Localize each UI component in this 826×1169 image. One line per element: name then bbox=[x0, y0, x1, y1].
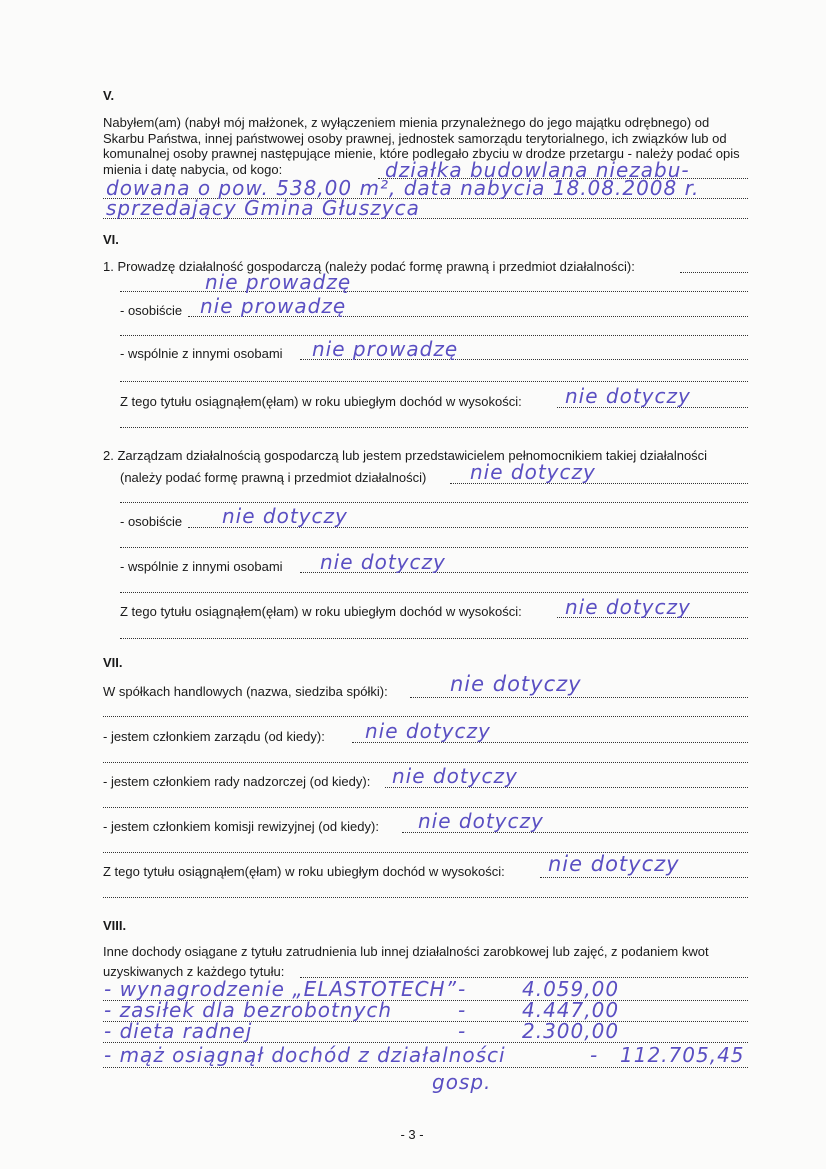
fill-line bbox=[103, 897, 748, 898]
handwritten-vi-wspolnie2: nie dotyczy bbox=[320, 550, 446, 574]
section-v-heading: V. bbox=[103, 88, 115, 103]
fill-line bbox=[120, 638, 748, 639]
handwritten-vii-income: nie dotyczy bbox=[548, 852, 680, 876]
fill-line bbox=[103, 807, 748, 808]
handwritten-vii-board: nie dotyczy bbox=[365, 719, 491, 743]
vi-q1-label: 1. Prowadzę działalność gospodarczą (należy podać formę prawną i przedmiot działalności): bbox=[103, 259, 635, 274]
handwritten-vii-audit: nie dotyczy bbox=[418, 809, 544, 833]
viii-row-4-dash: - bbox=[590, 1043, 599, 1067]
fill-line bbox=[120, 381, 748, 382]
handwritten-vii-companies: nie dotyczy bbox=[450, 672, 582, 696]
fill-line bbox=[540, 877, 748, 878]
vi-q2-label-1: 2. Zarządzam działalnością gospodarczą lub jestem przedstawicielem pełnomocnikiem takiej działalności bbox=[103, 448, 708, 463]
vii-income-label: Z tego tytułu osiągnąłem(ęłam) w roku ubiegłym dochód w wysokości: bbox=[103, 864, 505, 879]
fill-line bbox=[410, 697, 748, 698]
handwritten-vi-income2: nie dotyczy bbox=[565, 595, 691, 619]
vi-wspolnie-label: - wspólnie z innymi osobami bbox=[120, 346, 283, 361]
vi-osobiscie2-label: - osobiście bbox=[120, 514, 183, 529]
viii-row-1-amount: 4.059,00 bbox=[522, 977, 620, 1001]
vi-income-label: Z tego tytułu osiągnąłem(ęłam) w roku ubiegłym dochód w wysokości: bbox=[120, 394, 522, 409]
handwritten-viii-gosp: gosp. bbox=[432, 1070, 492, 1094]
viii-row-1-desc: - wynagrodzenie „ELASTOTECH” bbox=[104, 977, 457, 1001]
viii-row-2-desc: - zasiłek dla bezrobotnych bbox=[104, 998, 393, 1022]
vii-companies-label: W spółkach handlowych (nazwa, siedziba spółki): bbox=[103, 684, 388, 699]
handwritten-vi-q1: nie prowadzę bbox=[205, 270, 352, 294]
handwritten-v-2: dowana o pow. 538,00 m², data nabycia 18.08.2008 r. bbox=[106, 176, 700, 200]
handwritten-v-3: sprzedający Gmina Głuszyca bbox=[106, 196, 420, 220]
viii-row-2-dash: - bbox=[458, 998, 467, 1022]
viii-row-1-dash: - bbox=[458, 977, 467, 1001]
fill-line bbox=[120, 335, 748, 336]
fill-line bbox=[120, 502, 748, 503]
vi-income2-label: Z tego tytułu osiągnąłem(ęłam) w roku ubiegłym dochód w wysokości: bbox=[120, 604, 522, 619]
fill-line bbox=[680, 272, 748, 273]
handwritten-vii-supervisory: nie dotyczy bbox=[392, 764, 518, 788]
viii-row-3-amount: 2.300,00 bbox=[522, 1019, 620, 1043]
viii-text-2: uzyskiwanych z każdego tytułu: bbox=[103, 964, 285, 979]
vi-q2-label-2: (należy podać formę prawną i przedmiot działalności) bbox=[120, 470, 427, 485]
section-viii-heading: VIII. bbox=[103, 918, 127, 933]
handwritten-v-1: działka budowlana niezabu- bbox=[385, 158, 690, 182]
handwritten-vi-osobiscie2: nie dotyczy bbox=[222, 504, 348, 528]
viii-row-4-amount: 112.705,45 bbox=[620, 1043, 745, 1067]
handwritten-vi-wspolnie: nie prowadzę bbox=[312, 337, 459, 361]
vi-osobiscie-label: - osobiście bbox=[120, 303, 183, 318]
section-v-text: Nabyłem(am) (nabył mój małżonek, z wyłączeniem mienia przynależnego do jego majątku odrębnego) od Skarbu Państwa, innej państwowej osoby prawnej, jednostek samorządu terytorialnego, ich związków lub od komunalnej osoby prawnej następujące mienie, które podlegało zbyciu w drodze przetargu - należy podać opis mienia i datę nabycia, od kogo: bbox=[103, 115, 740, 177]
viii-row-4-desc: - mąż osiągnął dochód z działalności bbox=[104, 1043, 506, 1067]
handwritten-vi-q2: nie dotyczy bbox=[470, 460, 596, 484]
section-vi-heading: VI. bbox=[103, 232, 119, 247]
fill-line bbox=[103, 762, 748, 763]
viii-text-1: Inne dochody osiągane z tytułu zatrudnienia lub innej działalności zarobkowej lub zajęć, z podaniem kwot bbox=[103, 944, 709, 959]
fill-line bbox=[120, 592, 748, 593]
viii-row-3-desc: - dieta radnej bbox=[104, 1019, 253, 1043]
fill-line bbox=[103, 1067, 748, 1068]
handwritten-vi-income: nie dotyczy bbox=[565, 384, 691, 408]
vi-wspolnie2-label: - wspólnie z innymi osobami bbox=[120, 559, 283, 574]
viii-row-2-amount: 4.447,00 bbox=[522, 998, 620, 1022]
fill-line bbox=[103, 716, 748, 717]
fill-line bbox=[120, 427, 748, 428]
vii-supervisory-label: - jestem członkiem rady nadzorczej (od kiedy): bbox=[103, 774, 371, 789]
page-number: - 3 - bbox=[400, 1127, 424, 1142]
viii-row-3-dash: - bbox=[458, 1019, 467, 1043]
vii-board-label: - jestem członkiem zarządu (od kiedy): bbox=[103, 729, 325, 744]
handwritten-vi-osobiscie: nie prowadzę bbox=[200, 294, 347, 318]
section-vii-heading: VII. bbox=[103, 655, 123, 670]
fill-line bbox=[120, 547, 748, 548]
vii-audit-label: - jestem członkiem komisji rewizyjnej (od kiedy): bbox=[103, 819, 379, 834]
